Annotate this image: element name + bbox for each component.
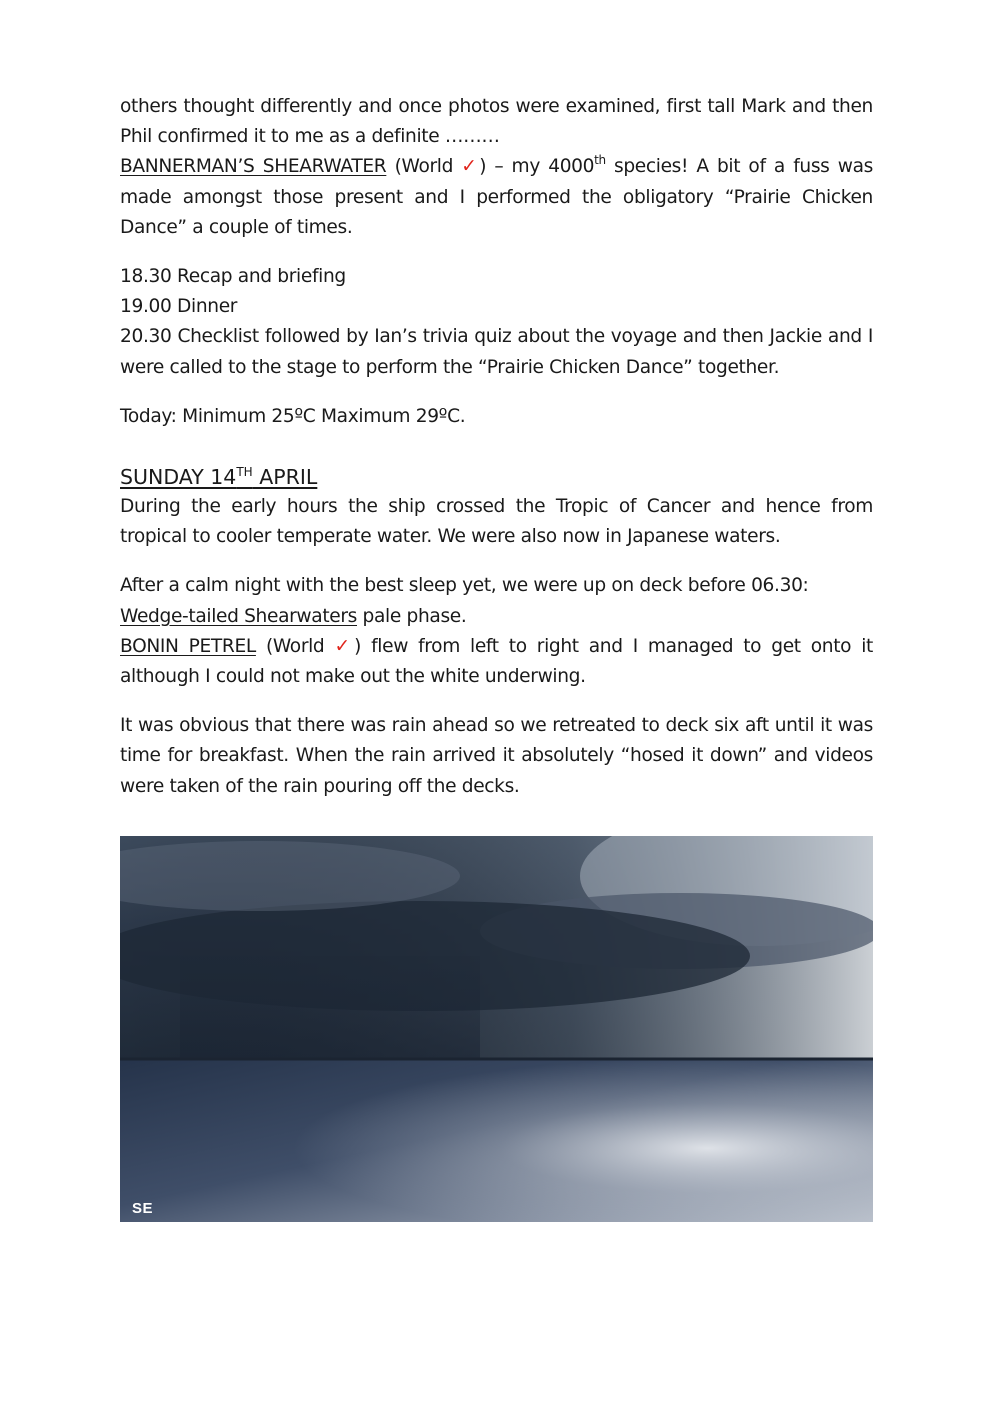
paragraph-deck [120, 571, 873, 692]
storm-seascape-image [120, 836, 873, 1222]
day-heading [120, 462, 873, 492]
ordinal-suffix: th [594, 153, 606, 168]
world-label: (World [386, 156, 462, 178]
photo-credit: SE [132, 1200, 154, 1217]
paragraph-text: others thought differently and once photos were examined, first tall Mark and then Phil confirmed it to me as a definite ……… [120, 96, 873, 148]
heading-text: APRIL [252, 465, 318, 490]
heading-text: SUNDAY 14 [120, 465, 237, 490]
ordinal-suffix: TH [236, 465, 253, 480]
schedule-item: 18.30 Recap and briefing [120, 266, 346, 288]
document-body [120, 92, 873, 802]
species-name: BANNERMAN’S SHEARWATER [120, 156, 387, 178]
world-label: (World [255, 635, 335, 657]
paragraph-continuation [120, 92, 873, 152]
paragraph-text: species! A bit of a fuss was made amongst those present and I performed the obligatory “Prairie Chicken Dance” a couple of times. [120, 156, 873, 238]
storm-photo [120, 836, 873, 1222]
red-tick-icon: ✓ [461, 156, 480, 178]
schedule-item: 19.00 Dinner [120, 296, 238, 318]
paragraph-rain: It was obvious that there was rain ahead so we retreated to deck six aft until it was time for breakfast. When the rain arrived it absolutely “hosed it down” and videos were taken of the rain pouring off the decks. [120, 715, 873, 797]
species-count-text: ) – my 4000 [479, 156, 595, 178]
paragraph-bannermans [120, 152, 873, 243]
species-name: Wedge-tailed Shearwaters [120, 605, 357, 627]
schedule-item: 20.30 Checklist followed by Ian’s trivia quiz about the voyage and then Jackie and I were called to the stage to perform the “Prairie Chicken Dance” together. [120, 326, 873, 378]
paragraph-tropic: During the early hours the ship crossed the Tropic of Cancer and hence from tropical to cooler temperate water. We were also now in Japanese waters. [120, 496, 873, 548]
paragraph-text: ) flew from left to right and I managed to get onto it although I could not make out the white underwing. [120, 635, 874, 688]
temperature-line: Today: Minimum 25ºC Maximum 29ºC. [120, 405, 466, 427]
paragraph-text: pale phase. [357, 605, 467, 627]
red-tick-icon: ✓ [334, 635, 355, 657]
paragraph-text: After a calm night with the best sleep yet, we were up on deck before 06.30: [120, 575, 809, 597]
species-name: BONIN PETREL [120, 635, 256, 657]
